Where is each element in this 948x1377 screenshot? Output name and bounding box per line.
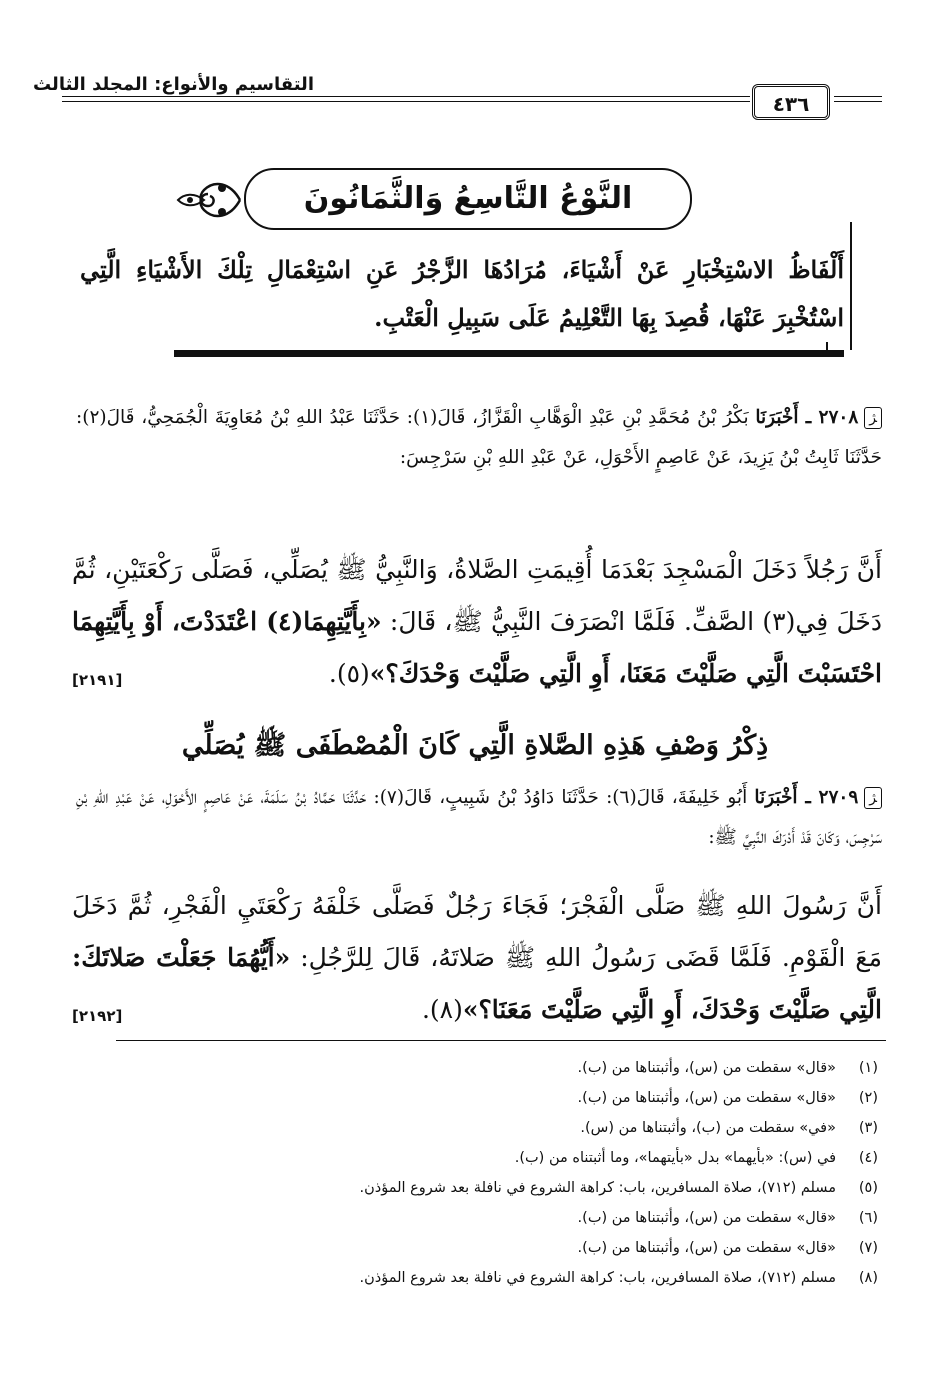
akhbarana-label: أَخْبَرَنَا (754, 787, 798, 808)
footnote-text: مسلم (٧١٢)، صلاة المسافرين، باب: كراهة الشروع في نافلة بعد شروع المؤذن. (359, 1270, 836, 1286)
footnote-text: «قال» سقطت من (س)، وأثبتناها من (ب). (577, 1090, 836, 1106)
matn-text: أَنَّ رَسُولَ اللهِ ﷺ صَلَّى الْفَجْرَ؛ فَجَاءَ رَجُلٌ فَصَلَّى خَلْفَهُ رَكْعَتَيِ الْفَجْرِ، ثُمَّ دَخَلَ مَعَ الْقَوْمِ. فَلَمَّا قَضَى رَسُولُ اللهِ ﷺ صَلاتَهُ، قَالَ لِلرَّجُلِ: (72, 891, 883, 972)
hadith-reference: [٢١٩٢] (72, 1007, 123, 1025)
header-rule (62, 96, 750, 97)
matn-footnote-ref: (٥). (328, 659, 370, 688)
hadith-matn (72, 544, 882, 706)
hadith-dash: ـ (797, 787, 819, 808)
akhbarana-label: أَخْبَرَنَا (755, 407, 799, 428)
footnote-item (98, 1053, 878, 1083)
hadith-dash: ـ (798, 407, 819, 428)
banner-frame-line (850, 222, 852, 350)
matn-text: أَنَّ رَجُلاً دَخَلَ الْمَسْجِدَ بَعْدَمَا أُقِيمَتِ الصَّلاةُ، وَالنَّبِيُّ ﷺ يُصَلِّي، فَصَلَّى رَكْعَتَيْنِ، ثُمَّ دَخَلَ فِي(٣) الصَّفِّ. فَلَمَّا انْصَرَفَ النَّبِيُّ ﷺ، قَالَ: (72, 555, 882, 636)
hadith-number: ٢٧٠٨ (818, 407, 859, 428)
footnote-text: «في» سقطت من (ب)، وأثبتناها من (س). (580, 1120, 836, 1136)
footnote-item (98, 1143, 878, 1173)
heavy-divider (174, 350, 844, 357)
header-rule (834, 96, 882, 97)
footnote-item (98, 1173, 878, 1203)
hadith-isnad (76, 778, 882, 858)
footnote-number: (٣) (858, 1120, 878, 1136)
footnote-item (98, 1203, 878, 1233)
isnad-text: بَكْرُ بْنُ مُحَمَّدِ بْنِ عَبْدِ الْوَهَّابِ الْقَزَّازُ، قَالَ(١): حَدَّثَنَا عَبْدُ اللهِ بْنُ مُعَاوِيَةَ الْجُمَحِيُّ، قَالَ(٢): حَدَّثَنَا ثَابِتُ بْنُ يَزِيدَ، عَنْ عَاصِمٍ الأَحْوَلِ، عَنْ عَبْدِ اللهِ بْنِ سَرْجِسَ: (76, 407, 882, 468)
footnote-text: في (س): «بأيهما» بدل «بأيتهما»، وما أثبتناه من (ب). (514, 1150, 836, 1166)
footnote-item (98, 1083, 878, 1113)
footnote-text: «قال» سقطت من (س)، وأثبتناها من (ب). (577, 1060, 836, 1076)
footnote-item (98, 1113, 878, 1143)
section-heading: ذِكْرُ وَصْفِ هَذِهِ الصَّلاةِ الَّتِي كَانَ الْمُصْطَفَى ﷺ يُصَلِّي (181, 730, 769, 761)
footnote-number: (٦) (858, 1210, 878, 1226)
footnote-number: (٧) (858, 1240, 878, 1256)
hadith-isnad (76, 398, 882, 478)
header-rule (834, 101, 882, 102)
footnote-number: (٤) (858, 1150, 878, 1166)
matn-quote: «بِأَيَّتِهِمَا(٤) اعْتَدَدْتَ، أَوْ بِأَيَّتِهِمَا احْتَسَبْتَ الَّتِي صَلَّيْتَ مَعَنَا، أَوِ الَّتِي صَلَّيْتَ وَحْدَكَ؟» (72, 607, 882, 688)
footnote-number: (٨) (858, 1270, 878, 1286)
footnotes-list (98, 1053, 878, 1293)
chapter-title: النَّوْعُ التَّاسِعُ وَالثَّمَانُونَ (244, 168, 692, 230)
footnote-rule (116, 1040, 886, 1041)
running-title: التقاسيم والأنواع: المجلد الثالث (33, 74, 314, 95)
header-rule (62, 101, 750, 102)
page-number: ٤٣٦ (752, 84, 830, 120)
hadith-mark-icon: ﮋ (864, 787, 882, 809)
footnote-text: «قال» سقطت من (س)، وأثبتناها من (ب). (577, 1210, 836, 1226)
footnote-item (98, 1233, 878, 1263)
footnote-number: (٢) (858, 1090, 878, 1106)
floral-ornament-icon (174, 172, 244, 228)
chapter-description: أَلْفَاظُ الاسْتِخْبَارِ عَنْ أَشْيَاءَ، مُرَادُهَا الزَّجْرُ عَنِ اسْتِعْمَالِ تِلْكَ الأَشْيَاءِ الَّتِي اسْتُخْبِرَ عَنْهَا، قُصِدَ بِهَا التَّعْلِيمُ عَلَى سَبِيلِ الْعَتْبِ. (80, 255, 844, 332)
matn-footnote-ref: (٨). (421, 995, 463, 1024)
hadith-number: ٢٧٠٩ (818, 787, 859, 808)
isnad-text: أَبُو خَلِيفَةَ، قَالَ(٦): حَدَّثَنَا دَاوُدُ بْنُ شَبِيبٍ، قَالَ(٧): حَدَّثَنَا حَمَّادُ بْنُ سَلَمَةَ، عَنْ عَاصِمٍ الأَحْوَلِ، عَنْ عَبْدِ اللهِ بْنِ سَرْجِسَ، وَكَانَ قَدْ أَدْرَكَ النَّبِيَّ ﷺ: (76, 787, 882, 848)
footnote-text: مسلم (٧١٢)، صلاة المسافرين، باب: كراهة الشروع في نافلة بعد شروع المؤذن. (359, 1180, 836, 1196)
matn-quote: «أَيُّهُمَا جَعَلْتَ صَلاتَكَ: الَّتِي صَلَّيْتَ وَحْدَكَ، أَوِ الَّتِي صَلَّيْتَ مَعَنَا؟» (72, 943, 882, 1024)
hadith-mark-icon: ﮋ (864, 407, 882, 429)
footnote-number: (٥) (858, 1180, 878, 1196)
hadith-matn (72, 880, 882, 1042)
footnote-number: (١) (858, 1060, 878, 1076)
hadith-reference: [٢١٩١] (72, 671, 123, 689)
footnote-item (98, 1263, 878, 1293)
footnote-text: «قال» سقطت من (س)، وأثبتناها من (ب). (577, 1240, 836, 1256)
